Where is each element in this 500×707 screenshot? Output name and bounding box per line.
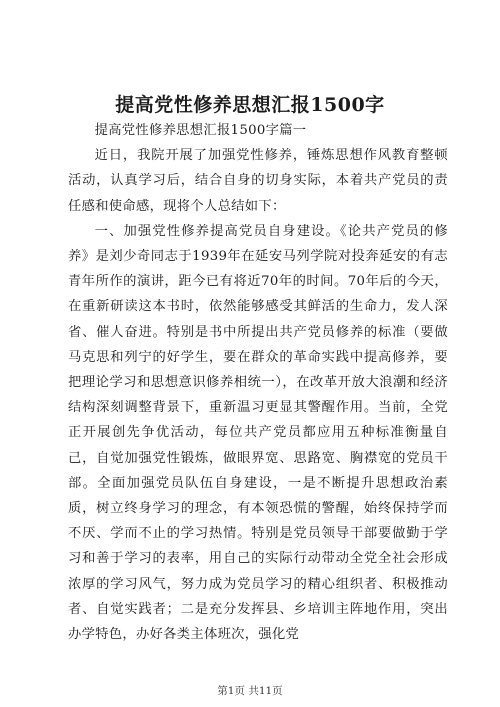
- page-number-footer: 第1页 共11页: [217, 685, 283, 697]
- body-paragraph-main: 一、加强党性修养提高党员自身建设。《论共产党员的修养》是刘少奇同志于1939年在延安马列学院对投奔延安的有志青年所作的演讲，距今已有将近70年的时间。70年后的今天，在重新研读这本书时，依然能够感受其鲜活的生命力，发人深省、催人奋进。特别是书中所提出共产党员修养的标准（要做马克思和列宁的好学生，要在群众的革命实践中提高修养，要把理论学习和思想意识修养相统一），在改革开放大浪潮和经济结构深刻调整背景下，重新温习更显其警醒作用。当前，全党正开展创先争优活动，每位共产党员都应用五种标准衡量自己，自觉加强党性锻炼，做眼界宽、思路宽、胸襟宽的党员干部。全面加强党员队伍自身建设，一是不断提升思想政治素质，树立终身学习的理念，有本领恐慌的警醒，始终保持学而不厌、学而不止的学习热情。特别是党员领导干部要做勤于学习和善于学习的表率，用自己的实际行动带动全党全社会形成浓厚的学习风气，努力成为党员学习的精心组织者、积极推动者、自觉实践者；二是充分发挥县、乡培训主阵地作用，突出办学特色，办好各类主体班次，强化党: [68, 223, 448, 643]
- section-heading: 提高党性修养思想汇报1500字篇一: [94, 123, 307, 138]
- document-body: [68, 118, 448, 647]
- body-paragraph-intro: 近日，我院开展了加强党性修养，锤炼思想作风教育整顿活动，认真学习后，结合自身的切身实际，本着共产党员的责任感和使命感，现将个人总结如下：: [68, 148, 448, 214]
- document-title: 提高党性修养思想汇报1500字: [115, 94, 385, 116]
